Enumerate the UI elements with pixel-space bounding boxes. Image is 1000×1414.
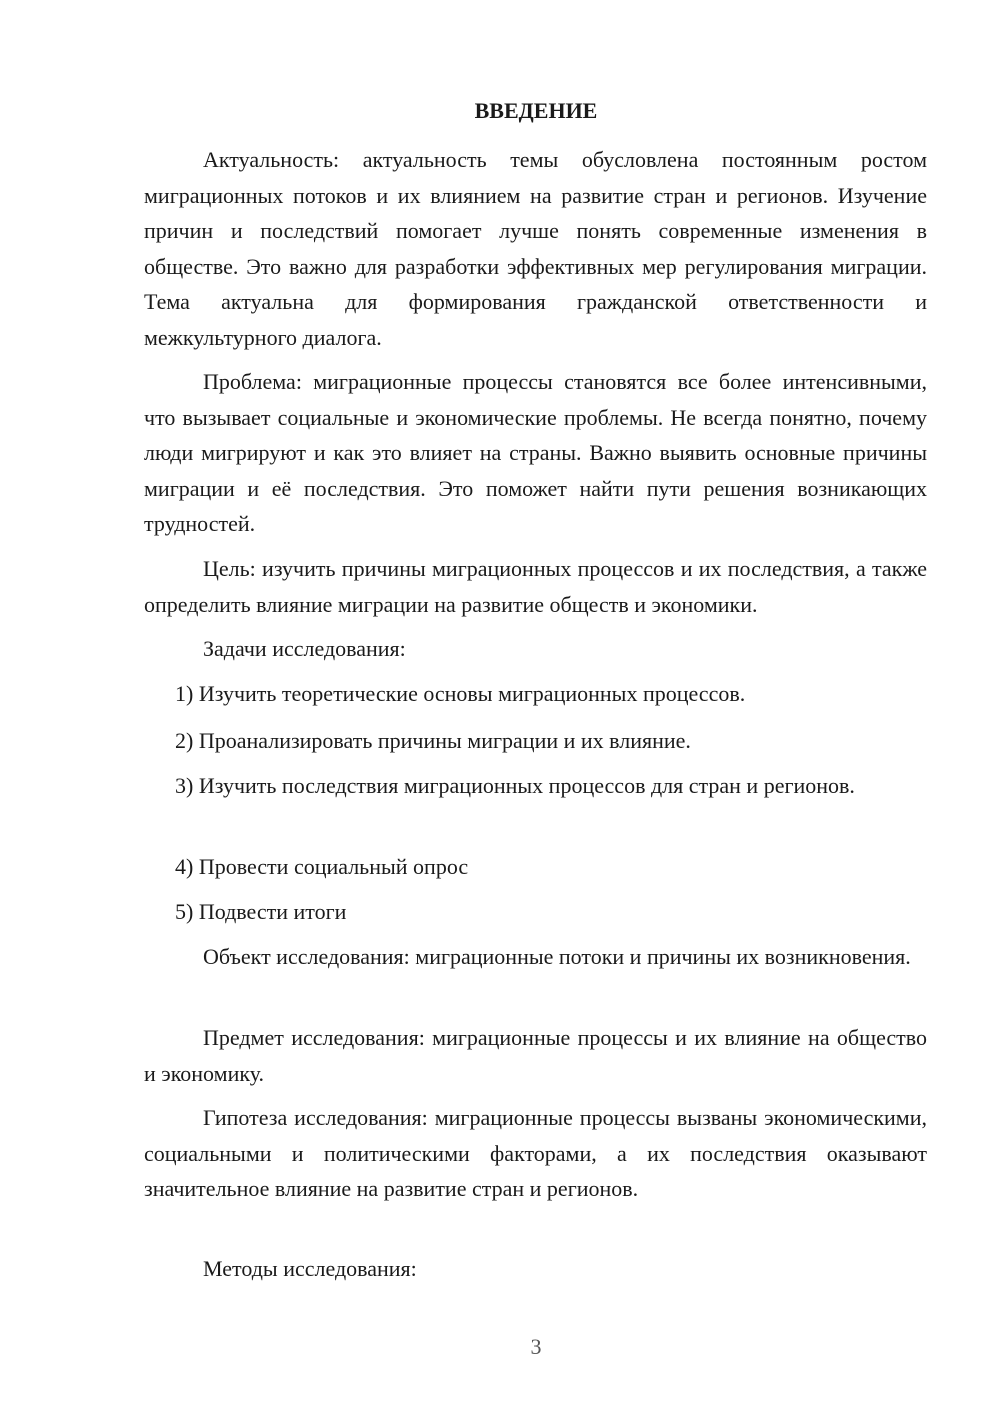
object-block: [144, 939, 927, 975]
goal-paragraph: Цель: изучить причины миграционных процессов и их последствия, а также определить влияние миграции на развитие обществ и экономики.: [144, 556, 927, 617]
subject-block: [144, 1020, 927, 1091]
hypothesis-paragraph: Гипотеза исследования: миграционные процессы вызваны экономическими, социальными и политическими факторами, а их последствия оказывают значительное влияние на развитие стран и регионов.: [144, 1105, 927, 1201]
task-item: 2) Проанализировать причины миграции и их влияние.: [175, 728, 691, 753]
methods-heading: Методы исследования:: [203, 1256, 417, 1281]
subject-paragraph: Предмет исследования: миграционные процессы и их влияние на общество и экономику.: [144, 1025, 927, 1086]
object-paragraph: Объект исследования: миграционные потоки и причины их возникновения.: [203, 944, 911, 969]
tasks-heading-block: [144, 631, 927, 667]
methods-heading-block: [144, 1251, 927, 1287]
relevance-block: [144, 142, 927, 355]
relevance-paragraph: Актуальность: актуальность темы обусловлена постоянным ростом миграционных потоков и их влиянием на развитие стран и регионов. Изучение причин и последствий помогает лучше понять современные изменения в обществе. Это важно для разработки эффективных мер регулирования миграции. Тема актуальна для формирования гражданской ответственности и межкультурного диалога.: [144, 147, 927, 350]
tasks-heading: Задачи исследования:: [203, 636, 406, 661]
task-block-2: [144, 723, 927, 759]
task-item: 5) Подвести итоги: [175, 899, 347, 924]
page-number: 3: [530, 1334, 542, 1359]
task-item: 4) Провести социальный опрос: [175, 854, 469, 879]
page-title: ВВЕДЕНИЕ: [474, 98, 598, 123]
task-item: 3) Изучить последствия миграционных процессов для стран и регионов.: [175, 773, 855, 798]
problem-block: [144, 364, 927, 542]
task-block-1: [144, 676, 927, 712]
hypothesis-block: [144, 1100, 927, 1207]
task-block-4: [144, 849, 927, 885]
task-block-5: [144, 894, 927, 930]
goal-block: [144, 551, 927, 622]
task-block-3: [144, 768, 927, 804]
problem-paragraph: Проблема: миграционные процессы становятся все более интенсивными, что вызывает социальные и экономические проблемы. Не всегда понятно, почему люди мигрируют и как это влияет на страны. Важно выявить основные причины миграции и её последствия. Это поможет найти пути решения возникающих трудностей.: [144, 369, 927, 536]
task-item: 1) Изучить теоретические основы миграционных процессов.: [175, 681, 746, 706]
